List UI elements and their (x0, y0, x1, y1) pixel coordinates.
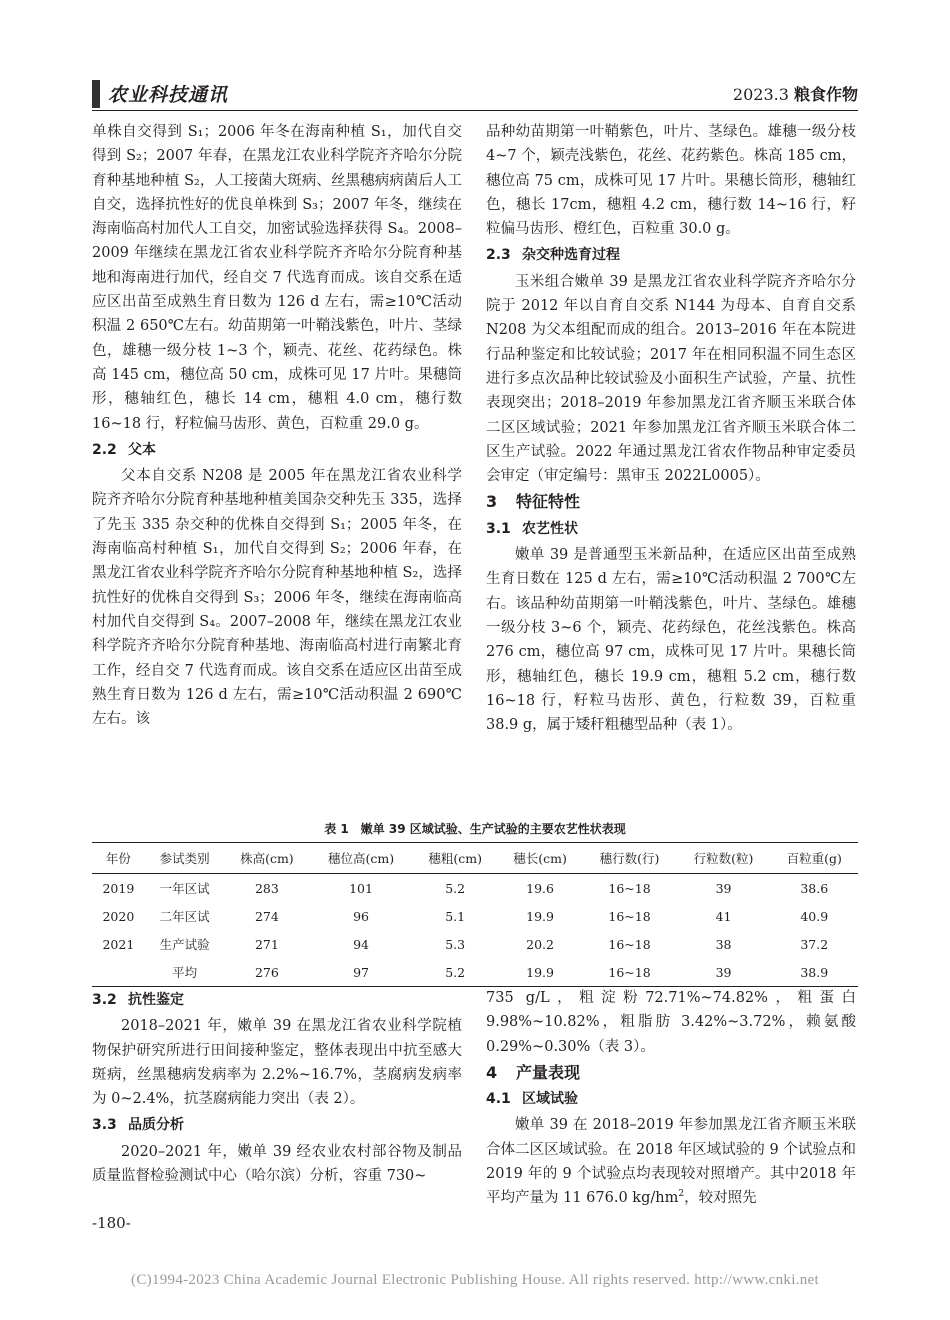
copyright-footer: (C)1994-2023 China Academic Journal Electronic Publishing House. All rights reserved. http://www.cnki.net (131, 1272, 819, 1288)
table-header-cell: 年份 (92, 843, 145, 874)
table-cell: 5.1 (445, 908, 466, 924)
table-cell: 276 (224, 958, 309, 987)
agronomic-traits-table (92, 842, 858, 987)
table-cell: 37.2 (800, 936, 829, 952)
table-cell: 平均 (145, 958, 225, 987)
table-cell: 38.9 (771, 958, 858, 987)
table-cell: 38.6 (800, 880, 829, 896)
issue-number: 2023.3 (732, 85, 789, 104)
table-cell: 274 (254, 908, 279, 924)
paragraph: 单株自交得到 S₁；2006 年冬在海南种植 S₁，加代自交得到 S₂；2007 年春，在黑龙江农业科学院齐齐哈尔分院育种基地种植 S₂，人工接菌大斑病、丝黑穗病病菌后人工自交，选择抗性好的优良单株到 S₃；2007 年冬，继续在海南临高村加代人工自交，加密试验选择获得 S₄。2008–2009 年继续在黑龙江省农业科学院齐齐哈尔分院育种基地和海南进行加代，经自交 7 代选育而成。该自交系在适应区出苗至成熟生育日数为 126 d 左右，需≥10℃活动积温 2 650℃左右。幼苗期第一叶鞘浅紫色，叶片、茎绿色，雄穗一级分枝 1~3 个，颖壳、花丝、花药绿色。株高 145 cm，穗位高 50 cm，成株可见 17 片叶。果穗筒形，穗轴红色，穗长 14 cm，穗粗 4.0 cm，穗行数 16~18 行，籽粒偏马齿形、黄色，百粒重 29.0 g。 (92, 124, 462, 432)
paragraph: 品种幼苗期第一叶鞘紫色，叶片、茎绿色。雄穗一级分枝 4~7 个，颖壳浅紫色，花丝、花药紫色。株高 185 cm，穗位高 75 cm，成株可见 17 片叶。果穗长筒形，穗轴红色，穗长 17cm，穗粗 4.2 cm，穗行数 14~16 行，籽粒偏马齿形、橙红色，百粒重 30.0 g。 (486, 124, 856, 238)
left-column-bottom (92, 986, 462, 1188)
section-heading-4-1: 4.1 区域试验 (486, 1091, 578, 1108)
section-heading-2-2: 2.2 父本 (92, 441, 156, 458)
table-header-cell: 穗行数(行) (583, 843, 677, 874)
right-column-top (486, 120, 856, 737)
paragraph: 735 g/L，粗淀粉72.71%~74.82%，粗蛋白9.98%~10.82%，粗脂肪 3.42%~3.72%，赖氨酸 0.29%~0.30%（表 3）。 (486, 990, 856, 1055)
table-row (92, 874, 858, 903)
right-column-bottom (486, 986, 856, 1211)
header-rule (92, 110, 858, 111)
table-cell: 16~18 (608, 908, 651, 924)
table-cell: 16~18 (608, 936, 651, 952)
table-cell: 2019 (102, 880, 135, 896)
table-cell: 二年区试 (159, 909, 210, 924)
table-cell: 94 (353, 936, 369, 952)
section-heading-3-3: 3.3 品质分析 (92, 1117, 184, 1134)
section-heading-3: 3 特征特性 (486, 492, 581, 512)
paragraph: 2020–2021 年，嫩单 39 经农业农村部谷物及制品质量监督检验测试中心（哈尔滨）分析，容重 730~ (92, 1143, 462, 1185)
table-cell: 19.9 (526, 908, 554, 924)
table-cell: 16~18 (608, 880, 651, 896)
paragraph: 嫩单 39 在 2018–2019 年参加黑龙江省齐顺玉米联合体二区区域试验。在 2018 年区域试验的 9 个试验点和 2019 年的 9 个试验点均表现较对照增产。其中2018 年平均产量为 11 676.0 $kg/hm^2$，较对照先 (486, 1117, 856, 1207)
table-cell: 生产试验 (159, 937, 210, 952)
table-header-cell: 参试类别 (145, 843, 225, 874)
table-cell: 一年区试 (159, 881, 210, 896)
table-cell: 283 (254, 880, 279, 896)
table-cell: 5.2 (445, 880, 466, 896)
paragraph: 玉米组合嫩单 39 是黑龙江省农业科学院齐齐哈尔分院于 2012 年以自育自交系 N144 为母本、自育自交系 N208 为父本组配而成的组合。2013–2016 年在本院进行品种鉴定和比较试验；2017 年在相同积温不同生态区进行多点次品种比较试验及小面积生产试验，产量、抗性表现突出；2018–2019 年参加黑龙江省齐顺玉米联合体二区区域试验；2021 年参加黑龙江省齐顺玉米联合体二区生产试验。2022 年通过黑龙江省农作物品种审定委员会审定（审定编号：黑审玉 2022L0005）。 (486, 273, 856, 485)
paragraph: 父本自交系 N208 是 2005 年在黑龙江省农业科学院齐齐哈尔分院育种基地种植美国杂交种先玉 335，选择了先玉 335 杂交种的优株自交得到 S₁；2005 年冬，在海南临高村种植 S₁，加代自交得到 S₂；2006 年春，在黑龙江省农业科学院齐齐哈尔分院育种基地种植 S₂，选择抗性好的优株自交得到 S₃；2006 年冬，继续在海南临高村加代自交得到 S₄。2007–2008 年，继续在黑龙江农业科学院齐齐哈尔分院育种基地、海南临高村进行南繁北育工作，经自交 7 代选育而成。该自交系在适应区出苗至成熟生育日数为 126 d 左右，需≥10℃活动积温 2 690℃左右。该 (92, 468, 462, 728)
table-header-cell: 株高(cm) (224, 843, 309, 874)
table-cell: 96 (353, 908, 369, 924)
table-header-cell: 穗长(cm) (498, 843, 583, 874)
page-number: -180- (92, 1214, 131, 1232)
table-cell: 5.2 (413, 958, 498, 987)
table-cell: 2021 (102, 936, 135, 952)
table-row (92, 930, 858, 958)
left-column-top (92, 120, 462, 731)
table-cell: 40.9 (800, 908, 829, 924)
table-row-average (92, 958, 858, 987)
section-heading-3-1: 3.1 农艺性状 (486, 520, 578, 537)
table-cell: 19.9 (498, 958, 583, 987)
table-header-cell: 行粒数(粒) (677, 843, 771, 874)
table-cell: 39 (677, 958, 771, 987)
table-cell: 271 (254, 936, 279, 952)
journal-logo: 农业科技通讯 (108, 84, 229, 106)
table-cell: 39 (715, 880, 732, 896)
paragraph: 2018–2021 年，嫩单 39 在黑龙江省农业科学院植物保护研究所进行田间接种鉴定，整体表现出中抗至感大斑病，丝黑穗病发病率为 2.2%~16.7%，茎腐病发病率为 0~2.4%，抗茎腐病能力突出（表 2）。 (92, 1018, 462, 1108)
paragraph: 嫩单 39 是普通型玉米新品种，在适应区出苗至成熟生育日数在 125 d 左右，需≥10℃活动积温 2 700℃左右。该品种幼苗期第一叶鞘浅紫色，叶片、茎绿色。雄穗一级分枝 3~6 个，颖壳、花药绿色，花丝浅紫色。株高 276 cm，穗位高 97 cm，成株可见 17 片叶。果穗长筒形，穗轴红色，穗长 19.9 cm，穗粗 5.2 cm，穗行数 16~18 行，籽粒马齿形、黄色，行粒数 39，百粒重 38.9 g，属于矮秆粗穗型品种（表 1）。 (486, 547, 856, 734)
section-heading-2-3: 2.3 杂交种选育过程 (486, 247, 620, 264)
table-caption: 表 1 嫩单 39 区域试验、生产试验的主要农艺性状表现 (324, 822, 626, 836)
table-cell: 38 (715, 936, 732, 952)
table-cell: 19.6 (526, 880, 554, 896)
issue-label (733, 82, 858, 105)
table-cell: 41 (715, 908, 732, 924)
header-decor-bar (92, 80, 100, 108)
table-cell (92, 958, 145, 987)
table-cell: 5.3 (445, 936, 466, 952)
table-cell: 2020 (102, 908, 135, 924)
table-header-cell: 穗粗(cm) (413, 843, 498, 874)
section-heading-3-2: 3.2 抗性鉴定 (92, 992, 184, 1008)
table-header-row (92, 843, 858, 874)
section-heading-4: 4 产量表现 (486, 1062, 581, 1082)
table-cell: 16~18 (583, 958, 677, 987)
section-name: 粮食作物 (793, 85, 858, 104)
table-header-cell: 百粒重(g) (771, 843, 858, 874)
table-cell: 97 (309, 958, 412, 987)
table-cell: 101 (349, 880, 373, 896)
table-header-cell: 穗位高(cm) (309, 843, 412, 874)
table-cell: 20.2 (526, 936, 554, 952)
table-row (92, 902, 858, 930)
